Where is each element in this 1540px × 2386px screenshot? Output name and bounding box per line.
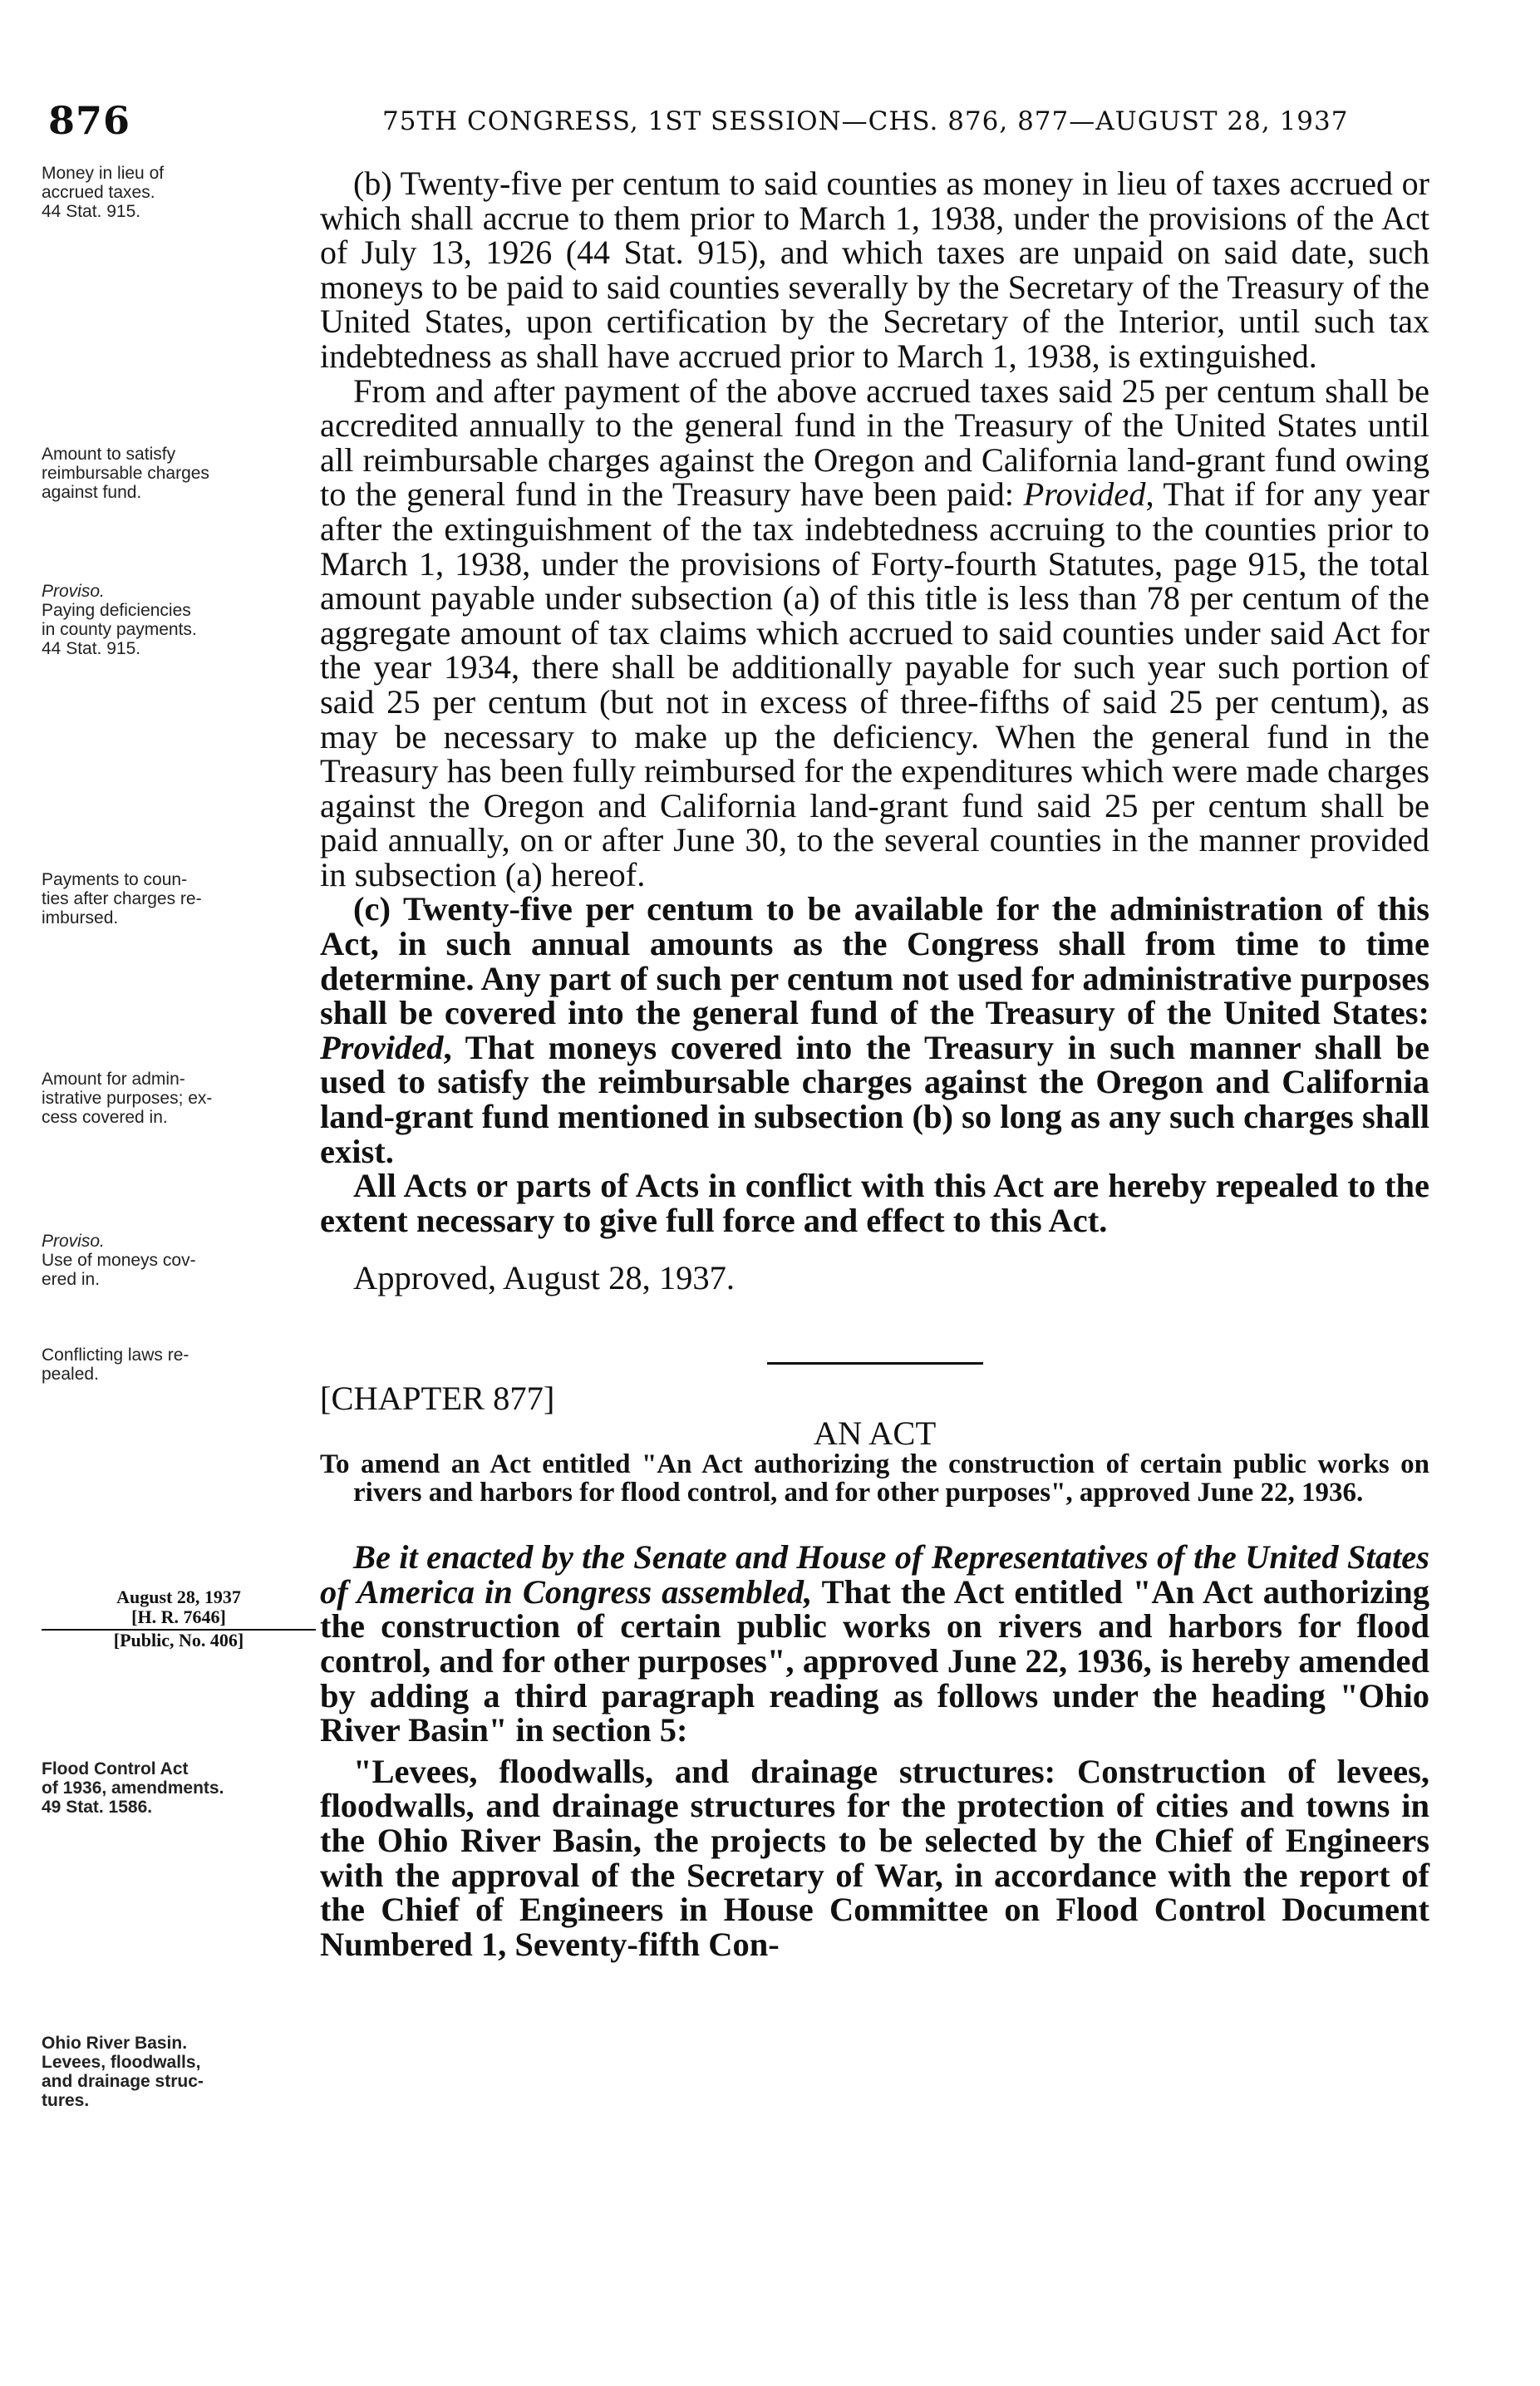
note-line: Proviso. bbox=[42, 582, 105, 601]
paragraph-text: , That if for any year after the extinguishment of the tax indebtedness accruing to the counties prior to March 1, 1938, under the provisions of Forty-fourth Statutes, page 915, the total amount payable under subsection (a) of this title is less than 78 per centum of the aggregate amount of tax claims which accrued to said counties under said Act for the year 1934, there shall be additionally payable for such year such portion of said 25 per centum (but not in excess of three-fifths of said 25 per centum), as may be necessary to make up the deficiency. When the general fund in the Treasury has been fully reimbursed for the expenditures which were made charges against the Oregon and California land-grant fund said 25 per centum shall be paid annually, on or after June 30, to the several counties in the manner provided in subsection (a) hereof. bbox=[320, 475, 1429, 893]
paragraph-accredited bbox=[320, 371, 1429, 893]
note-line: Paying deficiencies bbox=[42, 601, 191, 620]
paragraph-text: From and after payment of the above accrued taxes said 25 per centum shall be accredited annually to the general fund in the Treasury of the United States until all reimbursable charges against the Oregon and California land-grant fund owing to the general fund in the Treasury have been paid: bbox=[320, 371, 1429, 514]
paragraph-levees: "Levees, floodwalls, and drainage structures: Construction of levees, floodwalls, and drainage structures for the protection of cities and towns in the Ohio River Basin, the projects to be selected by the Chief of Engineers with the approval of the Secretary of War, in accordance with the report of the Chief of Engineers in House Committee on Flood Control Document Numbered 1, Seventy-fifth Con- bbox=[320, 1752, 1429, 1963]
margin-note-administrative bbox=[42, 1070, 316, 1127]
margin-note-use-of-moneys bbox=[42, 1232, 316, 1289]
chapter-line bbox=[320, 1381, 1429, 1416]
note-line: 49 Stat. 1586. bbox=[42, 1798, 153, 1817]
proviso-word: Provided bbox=[1023, 475, 1146, 514]
note-line: imbursed. bbox=[42, 908, 119, 927]
bill-citation bbox=[42, 1587, 316, 1651]
citation-public-law: [Public, No. 406] bbox=[113, 1630, 244, 1651]
paragraph-b: (b) Twenty-five per centum to said counties as money in lieu of taxes accrued or which shall accrue to them prior to March 1, 1938, under the provisions of the Act of July 13, 1926 (44 Stat. 915), and which taxes are unpaid on said date, such moneys to be paid to said counties severally by the Secretary of the Treasury of the United States, upon certification by the Secretary of the Interior, until such tax indebtedness as shall have accrued prior to March 1, 1938, is extinguished. bbox=[320, 165, 1429, 375]
paragraph-c bbox=[320, 892, 1429, 1168]
paragraph-text: That the Act entitled "An Act authorizing the construction of certain public works on rivers and harbors for flood control, and for other purposes", approved June 22, 1936, is hereby amended by adding a third paragraph reading as follows under the heading "Ohio River Basin" in section 5: bbox=[320, 1572, 1430, 1749]
page-number: 876 bbox=[48, 98, 131, 143]
note-line: Use of moneys cov- bbox=[42, 1251, 196, 1270]
note-line: accrued taxes. bbox=[42, 183, 155, 202]
note-line: Ohio River Basin. bbox=[42, 2034, 188, 2053]
margin-note-conflicting-laws bbox=[42, 1346, 316, 1384]
proviso-word: Provided bbox=[320, 1028, 444, 1066]
note-line: Conflicting laws re- bbox=[42, 1346, 189, 1365]
note-line: Payments to coun- bbox=[42, 870, 188, 889]
note-line: ties after charges re- bbox=[42, 889, 202, 908]
paragraph-repeal: All Acts or parts of Acts in conflict with this Act are hereby repealed to the extent necessary to give full force and effect to this Act. bbox=[320, 1167, 1429, 1239]
note-line: 44 Stat. 915. bbox=[42, 639, 141, 658]
paragraph-text: (c) Twenty-five per centum to be available for the administration of this Act, in such annual amounts as the Congress shall from time to time determine. Any part of such per centum not used for administrative purposes shall be covered into the general fund of the Treasury of the United States: bbox=[320, 890, 1429, 1032]
note-line: cess covered in. bbox=[42, 1108, 168, 1127]
note-line: reimbursable charges bbox=[42, 464, 209, 483]
note-line: Amount to satisfy bbox=[42, 445, 176, 464]
citation-bill: [H. R. 7646] bbox=[42, 1607, 316, 1631]
chapter-number: [CHAPTER 877] bbox=[320, 1380, 555, 1417]
note-line: pealed. bbox=[42, 1365, 99, 1384]
note-line: Flood Control Act bbox=[42, 1759, 189, 1778]
note-line: Money in lieu of bbox=[42, 164, 165, 183]
note-line: tures. bbox=[42, 2091, 90, 2110]
note-line: Amount for admin- bbox=[42, 1070, 185, 1089]
citation-date: August 28, 1937 bbox=[116, 1587, 241, 1607]
main-text bbox=[320, 166, 1429, 1961]
note-line: in county payments. bbox=[42, 620, 197, 639]
act-title: To amend an Act entitled "An Act authorizing the construction of certain public works on rivers and harbors for flood control, and for other purposes", approved June 22, 1936. bbox=[320, 1449, 1429, 1508]
paragraph-text: , That moneys covered into the Treasury in such manner shall be used to satisfy the reimbursable charges against the Oregon and California land-grant fund mentioned in subsection (b) so long as any such charges shall exist. bbox=[320, 1028, 1429, 1170]
enacting-formula: Be it enacted by the Senate and House of Representatives of the United States of America in Congress assembled, bbox=[320, 1538, 1429, 1611]
note-line: ered in. bbox=[42, 1270, 101, 1289]
margin-note-ohio-river bbox=[42, 2034, 316, 2110]
enacting-clause bbox=[320, 1540, 1429, 1748]
section-divider bbox=[767, 1362, 983, 1365]
note-line: Proviso. bbox=[42, 1232, 105, 1251]
approval-line: Approved, August 28, 1937. bbox=[353, 1259, 735, 1297]
note-line: Levees, floodwalls, bbox=[42, 2053, 201, 2072]
act-heading: AN ACT bbox=[813, 1414, 937, 1452]
note-line: against fund. bbox=[42, 483, 142, 502]
running-head: 75TH CONGRESS, 1ST SESSION—CHS. 876, 877—AUGUST 28, 1937 bbox=[382, 106, 1349, 136]
margin-note-flood-control bbox=[42, 1759, 316, 1817]
note-line: 44 Stat. 915. bbox=[42, 202, 141, 221]
note-line: and drainage struc- bbox=[42, 2072, 204, 2091]
margin-note-money-in-lieu bbox=[42, 164, 316, 221]
margin-note-paying-deficiencies bbox=[42, 582, 316, 658]
note-line: istrative purposes; ex- bbox=[42, 1089, 213, 1108]
note-line: of 1936, amendments. bbox=[42, 1778, 224, 1798]
margin-note-payments-to-counties bbox=[42, 870, 316, 927]
margin-note-reimbursable bbox=[42, 445, 316, 502]
